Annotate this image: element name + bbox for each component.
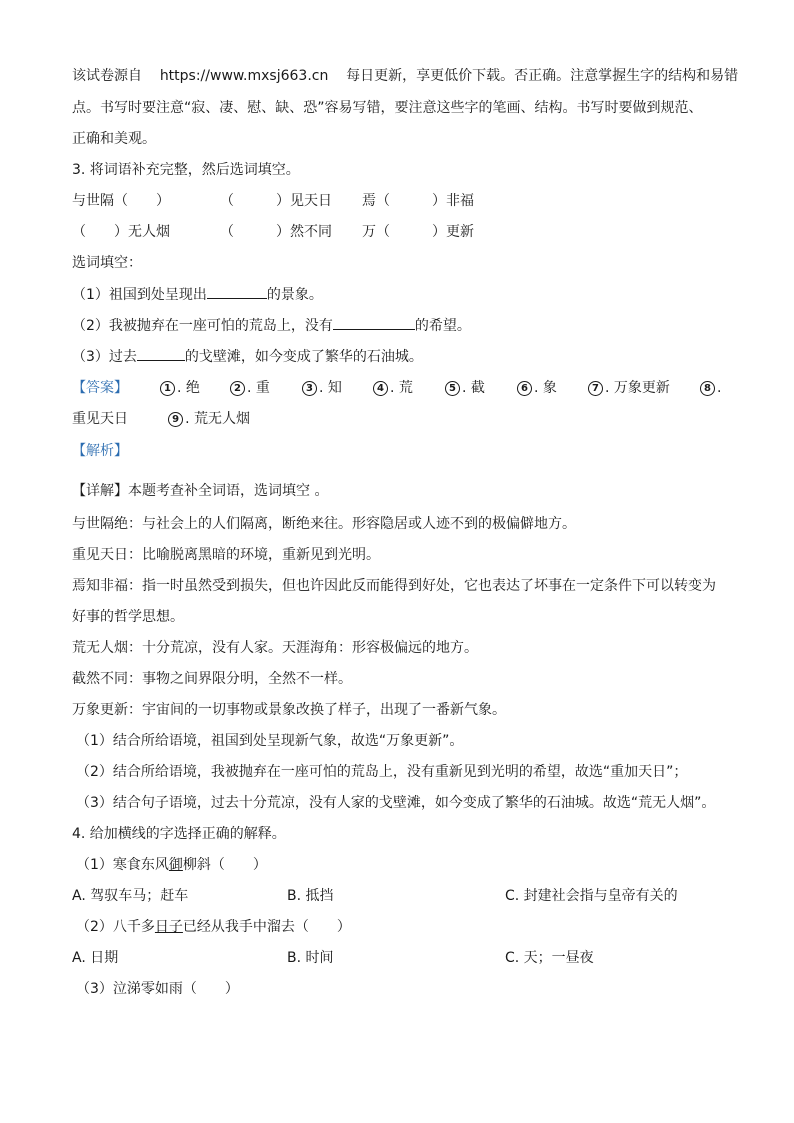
analysis-label: 【解析】 [72,443,128,459]
circle-number-icon: 1 [160,381,175,396]
q3-blank-2[interactable] [333,315,415,330]
q3-sentence-3 [72,346,423,367]
source-url[interactable]: https://www.mxsj663.cn [159,68,329,84]
q4-sub-3: （3）泣涕零如雨（ ） [76,981,239,997]
q4-sub-1: （1）寒食东风御柳斜（ ） [76,857,267,873]
q3-s3-b: 的戈壁滩，如今变成了繁华的石油城。 [184,349,423,365]
answer-item-8: 8 . [700,378,721,398]
analysis-e2: （2）结合所给语境，我被抛弃在一座可怕的荒岛上，没有重新见到光明的希望，故选“重加天日”； [76,764,688,780]
q3-sentence-2 [72,315,471,336]
q3-s3-a: （3）过去 [72,349,137,365]
answer-item-1: 1 . 绝 [160,378,200,398]
circle-number-icon: 8 [700,381,715,396]
q3-word-1: 与世隔（ ） [72,193,170,209]
select-label: 选词填空： [72,255,142,271]
analysis-p6: 万象更新：宇宙间的一切事物或景象改换了样子，出现了一番新气象。 [72,702,506,718]
q4-2-option-c[interactable]: C. 天；一昼夜 [505,950,594,966]
analysis-e3: （3）结合句子语境，过去十分荒凉，没有人家的戈壁滩，如今变成了繁华的石油城。故选“荒无人烟”。 [76,795,716,811]
analysis-p3a: 焉知非福：指一时虽然受到损失，但也许因此反而能得到好处，它也表达了坏事在一定条件下可以转变为 [72,578,716,594]
answer-line-2: 重见天日 9 . 荒无人烟 [72,411,250,427]
q4-sub-2: （2）八千多日子已经从我手中溜去（ ） [76,919,351,935]
circle-number-icon: 3 [302,381,317,396]
q3-s1-b: 的景象。 [266,287,323,303]
source-suffix: 每日更新，享更低价下载。否正确。注意掌握生字的结构和易错 [346,68,739,84]
answer-item-3: 3 . 知 [302,378,342,398]
q3-word-5: （ ）然不同 [220,224,332,240]
analysis-detail: 【详解】本题考查补全词语，选词填空 。 [72,483,329,499]
q3-blank-3[interactable] [137,346,185,361]
answer-item-6: 6 . 象 [517,378,557,398]
underlined-word: 日子 [154,919,183,935]
analysis-p1: 与世隔绝：与社会上的人们隔离，断绝来往。形容隐居或人迹不到的极偏僻地方。 [72,516,576,532]
q3-blank-1[interactable] [207,284,267,299]
q3-s1-a: （1）祖国到处呈现出 [72,287,207,303]
q3-word-4: （ ）无人烟 [72,224,170,240]
q3-s2-b: 的希望。 [414,318,471,334]
analysis-p2: 重见天日：比喻脱离黑暗的环境，重新见到光明。 [72,547,380,563]
q3-sentence-1 [72,284,323,305]
circle-number-icon: 5 [445,381,460,396]
q3-title: 3. 将词语补充完整，然后选词填空。 [72,162,300,178]
q3-word-3: 焉（ ）非福 [362,193,474,209]
q4-1-option-b[interactable]: B. 抵挡 [287,888,334,904]
answer-item-7: 7 . 万象更新 [588,378,670,398]
q4-title: 4. 给加横线的字选择正确的解释。 [72,826,286,842]
circle-number-icon: 4 [373,381,388,396]
circle-number-icon: 9 [168,412,183,427]
q3-word-2: （ ）见天日 [220,193,332,209]
header-line-3: 正确和美观。 [72,131,156,147]
answer-item-2: 2 . 重 [230,378,270,398]
q4-2-option-a[interactable]: A. 日期 [72,950,119,966]
circle-number-icon: 6 [517,381,532,396]
source-prefix: 该试卷源自 [72,68,142,84]
header-line-2: 点。书写时要注意“寂、凄、慰、缺、恐”容易写错，要注意这些字的笔画、结构。书写时要做到规范、 [72,100,703,116]
q4-1-option-c[interactable]: C. 封建社会指与皇帝有关的 [505,888,678,904]
analysis-p3b: 好事的哲学思想。 [72,609,184,625]
q3-word-6: 万（ ）更新 [362,224,474,240]
q4-2-option-b[interactable]: B. 时间 [287,950,334,966]
circle-number-icon: 7 [588,381,603,396]
answer-item-4: 4 . 荒 [373,378,413,398]
answer-label: 【答案】 [72,380,128,396]
circle-number-icon: 2 [230,381,245,396]
q4-1-option-a[interactable]: A. 驾驭车马；赶车 [72,888,189,904]
source-line [72,66,738,86]
analysis-p5: 截然不同：事物之间界限分明，全然不一样。 [72,671,352,687]
answer-item-5: 5 . 截 [445,378,485,398]
q3-s2-a: （2）我被抛弃在一座可怕的荒岛上，没有 [72,318,333,334]
underlined-char: 御 [168,857,183,873]
analysis-p4: 荒无人烟：十分荒凉，没有人家。天涯海角：形容极偏远的地方。 [72,640,478,656]
analysis-e1: （1）结合所给语境，祖国到处呈现新气象，故选“万象更新”。 [76,733,464,749]
